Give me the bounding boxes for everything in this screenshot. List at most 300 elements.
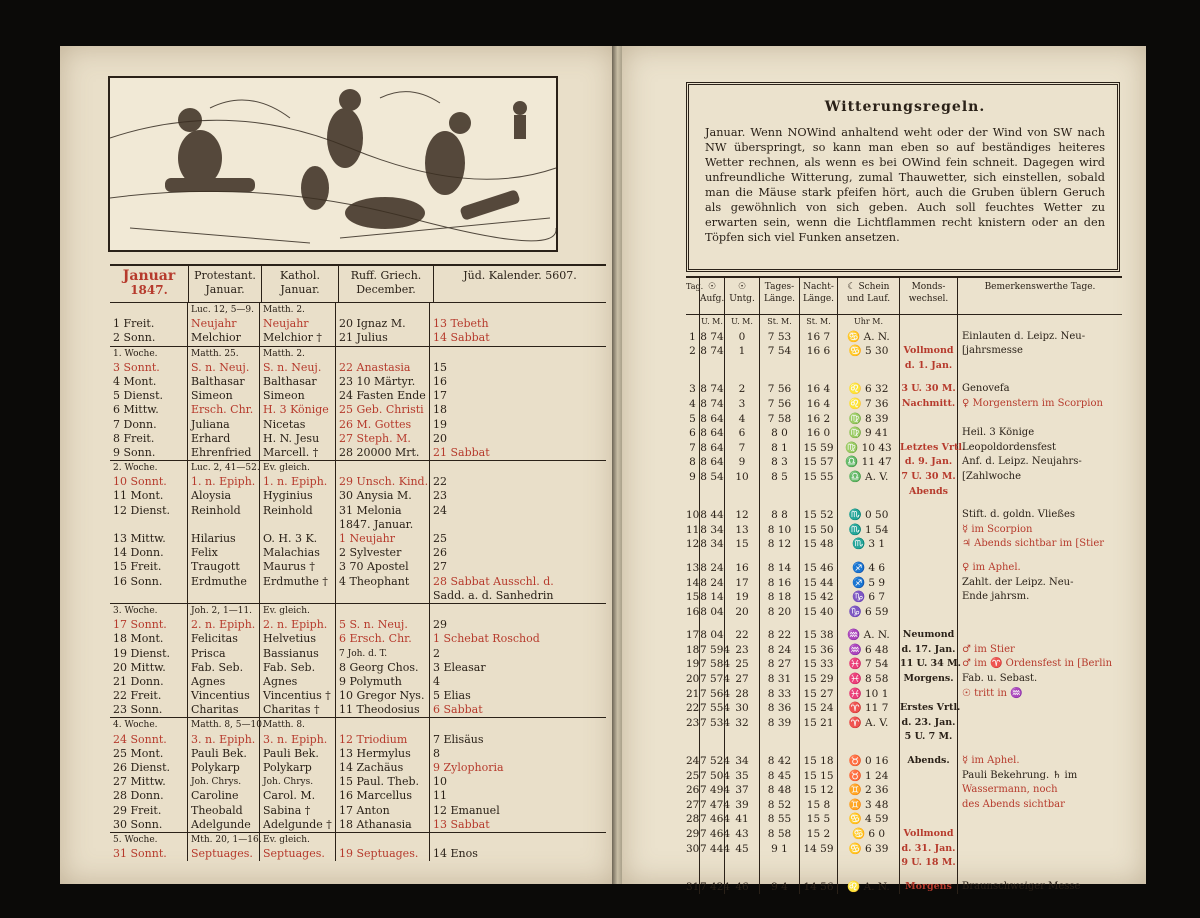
astronomy-row [686,523,1122,538]
astronomy-cell: ☿ im Aphel. [962,755,1020,767]
astronomy-cell: 20 [725,605,760,620]
astronomy-cell: 23 [686,716,700,729]
astronomy-cell: [jahrsmesse [962,345,1023,357]
astronomy-cell [725,359,760,374]
calendar-cell: 14 Donn. [110,546,188,560]
calendar-row [110,532,606,546]
astronomy-cell: 10 [686,509,700,522]
calendar-row [110,618,606,632]
astronomy-cell: 15 48 [800,537,838,552]
astronomy-cell: Heil. 3 Könige [962,427,1035,439]
calendar-cell: Hyginius [260,489,336,503]
calendar-cell: Reinhold [260,504,336,518]
calendar-cell: Sabina † [260,804,336,818]
astronomy-cell: 8 58 [760,827,800,842]
calendar-cell: 22 Freit. [110,689,188,703]
calendar-cell: 10 Sonnt. [110,475,188,489]
astronomy-cell: 16 7 [800,330,838,345]
gap-cell [725,619,760,628]
astronomy-cell: 7 56 [760,382,800,397]
calendar-cell: 18 [433,403,447,417]
astronomy-cell: 7 574 [700,673,731,686]
gap-cell [800,499,838,508]
astronomy-cell: ♑ 6 59 [838,605,900,620]
astronomy-cell: 8 14 [760,561,800,576]
calendar-cell: Marcell. † [260,446,336,460]
calendar-cell: 29 Unsch. Kind. [336,475,430,489]
astronomy-cell [958,812,1122,827]
astronomy-cell: Neumond [900,628,958,643]
astronomy-cell: ♂ im Stier [962,643,1015,655]
calendar-cell: 22 [433,475,447,489]
calendar-cell: 12 Triodium [336,733,430,747]
weather-rules-title: Witterungsregeln. [824,99,986,115]
gap-cell [700,871,725,880]
astronomy-cell: 8 27 [760,657,800,672]
astronomy-cell: 7 534 [700,716,731,729]
calendar-cell: Juliana [188,418,260,432]
calendar-cell: 1 Freit. [110,317,188,331]
astronomy-cell: 15 33 [800,657,838,672]
astronomy-row [686,827,1122,842]
astronomy-row [686,382,1122,397]
astronomy-cell: 13 [686,561,700,574]
astronomy-cell: ♋ 5 30 [838,344,900,359]
astronomy-cell: 30 [725,701,760,716]
astronomy-cell [900,687,958,702]
astronomy-row [686,359,1122,374]
calendar-cell: 21 Donn. [110,675,188,689]
astronomy-cell: Erstes Vrtl. [900,701,958,716]
calendar-cell: 29 [433,618,447,632]
astronomy-cell [760,730,800,745]
astronomy-row [686,441,1122,456]
calendar-row [110,847,606,861]
astronomy-cell: 7 U. 30 M. [900,470,958,485]
astronomy-cell: 4 [725,412,760,427]
astronomy-cell: 8 36 [760,701,800,716]
astronomy-cell [800,730,838,745]
calendar-cell: Ehrenfried [188,446,260,460]
calendar-cell: 2 Sylvester [336,546,430,560]
calendar-cell [336,833,430,847]
gap-cell [800,373,838,382]
astronomy-cell: 31 [686,880,700,893]
calendar-cell: 14 Enos [433,847,478,861]
calendar-cell: Matth. 25. [188,347,260,361]
astronomy-row [686,412,1122,427]
calendar-cell: 20 [433,431,447,445]
astronomy-cell [958,827,1122,842]
astronomy-cell: 32 [725,716,760,731]
astronomy-cell [958,716,1122,731]
astronomy-cell: 1 [686,330,700,345]
astronomy-row [686,485,1122,500]
astronomy-cell: 0 [725,330,760,345]
calendar-cell: 13 Tebeth [433,317,489,331]
astronomy-cell: 16 0 [800,426,838,441]
gap-cell [725,373,760,382]
calendar-cell [430,518,606,532]
calendar-cell: Ev. gleich. [260,833,336,847]
astronomy-cell: 8 18 [760,590,800,605]
gap-cell [700,373,725,382]
row-gap [686,871,1122,880]
astronomy-cell: ♌ 6 32 [838,382,900,397]
calendar-cell: H. 3 Könige [260,403,336,417]
calendar-cell: 10 Gregor Nys. [336,689,430,703]
calendar-cell: Neujahr [260,317,336,331]
astronomy-cell: 15 15 [800,769,838,784]
astronomy-row [686,561,1122,576]
astronomy-cell [700,359,725,374]
astronomy-cell: 8 74 [700,397,724,410]
calendar-cell: 1. n. Epiph. [260,475,336,489]
row-gap [686,619,1122,628]
astronomy-cell: Einlauten d. Leipz. Neu- [962,330,1086,342]
calendar-cell [336,461,430,475]
astronomy-cell: 7 56 [760,397,800,412]
calendar-cell: 4. Woche. [110,718,188,732]
calendar-cell [336,347,430,361]
gap-cell [958,552,1122,561]
calendar-cell: Charitas [188,703,260,717]
astronomy-cell: ♒ 6 48 [838,643,900,658]
calendar-cell: 6 Mittw. [110,403,188,417]
astronomy-cell: 8 64 [700,456,724,469]
astronomy-cell: ♍ 8 39 [838,412,900,427]
astronomy-cell: 21 [686,687,700,700]
astronomy-cell: 15 [686,591,700,604]
calendar-cell: Agnes [260,675,336,689]
astronomy-cell: ♎ A. V. [838,470,900,485]
astronomy-cell: 22 [725,628,760,643]
astronomy-cell [800,856,838,871]
calendar-rows-left [110,303,606,861]
astronomy-cell: 8 64 [700,427,724,440]
astronomy-cell: 15 38 [800,628,838,643]
astronomy-cell: 29 [686,828,700,840]
astronomy-row [686,508,1122,523]
calendar-cell [110,518,188,532]
calendar-cell: Joh. Chrys. [188,775,260,789]
gap-cell [686,745,700,754]
astronomy-cell: 8 31 [760,672,800,687]
calendar-cell: Nicetas [260,418,336,432]
astronomy-row [686,330,1122,345]
calendar-cell: 24 Fasten Ende [336,389,430,403]
astronomy-cell: 19 [725,590,760,605]
astronomy-cell: 15 50 [800,523,838,538]
astronomy-cell: 15 57 [800,455,838,470]
astronomy-cell: ♋ A. N. [838,330,900,345]
calendar-cell: Ersch. Chr. [188,403,260,417]
astronomy-cell: 11 [686,523,700,536]
astronomy-cell [760,856,800,871]
calendar-row [110,761,606,775]
astronomy-cell [958,628,1122,643]
astronomy-cell: 15 2 [800,827,838,842]
calendar-cell: Caroline [188,789,260,803]
calendar-row [110,818,606,832]
astronomy-cell: 7 524 [700,755,731,768]
astronomy-cell: ♀ im Aphel. [962,561,1021,573]
astronomy-cell: 3 U. 30 M. [900,382,958,397]
gap-cell [838,552,900,561]
calendar-cell: 15 Freit. [110,560,188,574]
calendar-cell: Melchior [188,331,260,345]
moon-header: ☾ Schein und Lauf. [838,278,900,314]
calendar-row [110,717,606,732]
astronomy-cell [800,485,838,500]
astronomy-cell: ♋ 4 59 [838,812,900,827]
astronomy-cell [900,783,958,798]
gap-cell [760,619,800,628]
astronomy-row [686,769,1122,784]
astronomy-cell: Morgens. [900,672,958,687]
astronomy-cell: ♑ 6 7 [838,590,900,605]
astronomy-cell: 15 55 [800,470,838,485]
calendar-cell: 1 Neujahr [336,532,430,546]
astronomy-cell: ♃ Abends sichtbar im [Stier [962,538,1105,550]
gap-cell [838,745,900,754]
astronomy-row [686,537,1122,552]
astronomy-cell: 14 56 [800,880,838,895]
astronomy-cell [900,426,958,441]
woodcut-illustration [108,76,558,252]
calendar-cell: Joh. 2, 1—11. [188,604,260,618]
astronomy-cell: ♈ A. V. [838,716,900,731]
calendar-cell: 9 Zylophoria [433,761,504,774]
astronomy-cell [900,523,958,538]
astronomy-cell [958,701,1122,716]
gap-cell [838,619,900,628]
calendar-cell: 6 Sabbat [433,703,483,717]
astronomy-cell: 8 39 [760,716,800,731]
astronomy-cell: 15 18 [800,754,838,769]
astronomy-cell: 27 [686,798,700,811]
units-cell: U. M. [725,315,760,330]
calendar-cell: 24 [433,503,447,517]
astronomy-cell: 15 29 [800,672,838,687]
calendar-cell: 18 Athanasia [336,818,430,832]
astronomy-cell: 37 [725,783,760,798]
astronomy-cell: 8 33 [760,687,800,702]
calendar-cell [336,604,430,618]
calendar-cell [430,604,606,618]
astronomy-cell [700,730,725,745]
astronomy-cell [700,856,725,871]
calendar-cell: 27 [433,560,447,574]
calendar-cell: 25 [433,532,447,545]
astronomy-row [686,426,1122,441]
calendar-cell: 13 Sabbat [433,817,490,831]
astronomy-cell: 5 [686,412,700,427]
astronomy-cell [838,730,900,745]
gap-cell [760,745,800,754]
calendar-row [110,560,606,574]
calendar-row [110,647,606,661]
calendar-cell: 23 Sonn. [110,703,188,717]
astronomy-row [686,605,1122,620]
astronomy-cell: ♊ 2 36 [838,783,900,798]
astronomy-row [686,576,1122,591]
astronomy-cell: ♀ Morgenstern im Scorpion [962,397,1103,409]
astronomy-cell: [Zahlwoche [962,470,1021,482]
calendar-cell: 26 Dienst. [110,761,188,775]
calendar-row [110,518,606,532]
calendar-cell: 9 Sonn. [110,446,188,460]
calendar-cell: Luc. 12, 5—9. [188,303,260,317]
astronomy-cell: 8 64 [700,441,724,454]
astronomy-cell [958,605,1122,620]
gap-cell [725,745,760,754]
astronomy-cell: 7 54 [760,344,800,359]
astronomy-row [686,783,1122,798]
astronomy-cell: 7 474 [700,798,731,811]
astronomy-cell: 14 59 [800,842,838,857]
astronomy-cell: Genovefa [962,383,1010,395]
calendar-cell: 15 [433,360,447,374]
astronomy-cell: 9 1 [760,842,800,857]
calendar-row [110,603,606,618]
calendar-cell: 1. Woche. [110,347,188,361]
astronomy-cell: 16 6 [800,344,838,359]
astronomy-cell: 8 42 [760,754,800,769]
astronomy-cell: ♋ 6 39 [838,842,900,857]
calendar-cell: Prisca [188,647,260,661]
astronomy-cell: d. 1. Jan. [900,359,958,374]
astronomy-cell: 7 584 [700,658,731,671]
astronomy-cell: 8 54 [700,470,724,483]
calendar-cell: Neujahr [188,317,260,331]
calendar-cell: Hilarius [188,532,260,546]
calendar-cell: Malachias [260,546,336,560]
astronomy-cell: Anf. d. Leipz. Neujahrs- [962,456,1082,468]
calendar-row [110,389,606,403]
calendar-cell: 21 Sabbat [433,445,490,459]
astronomy-cell: 9 [686,470,700,485]
calendar-cell [110,303,188,317]
gap-cell [760,552,800,561]
calendar-cell: Matth. 8, 5—10. [188,718,260,732]
astronomy-cell: 7 464 [700,813,731,826]
astronomy-cell: Braunschweiger Messe [962,880,1081,892]
calendar-row [110,432,606,446]
astronomy-cell: Zahlt. der Leipz. Neu- [962,576,1074,588]
astronomy-cell [958,730,1122,745]
jewish-calendar-header: Jüd. Kalender. 5607. [463,269,577,282]
gap-cell [800,871,838,880]
gap-cell [725,499,760,508]
units-cell [958,315,1122,330]
astronomy-cell [900,330,958,345]
calendar-cell: 11 Mont. [110,489,188,503]
calendar-cell: 5 S. n. Neuj. [336,618,430,632]
astronomy-cell: 25 [725,657,760,672]
calendar-row [110,832,606,847]
calendar-cell: Melchior † [260,331,336,345]
calendar-row [110,346,606,361]
calendar-cell [188,589,260,603]
astronomy-cell: ♈ 11 7 [838,701,900,716]
calendar-cell: 26 [433,546,447,560]
calendar-row [110,403,606,417]
astronomy-cell: 15 [725,537,760,552]
calendar-row [110,475,606,489]
calendar-header [110,264,606,303]
calendar-row [110,675,606,689]
astronomy-cell [760,485,800,500]
astronomy-cell: 15 44 [800,576,838,591]
gap-cell [686,871,700,880]
weather-rules-box [686,82,1120,272]
calendar-cell [260,518,336,532]
calendar-cell: Aloysia [188,489,260,503]
astronomy-cell: d. 9. Jan. [900,455,958,470]
calendar-cell [430,347,606,361]
gap-cell [900,373,958,382]
calendar-cell: 28 Sabbat Ausschl. d. [433,574,554,588]
calendar-cell: 4 Mont. [110,375,188,389]
gap-cell [800,552,838,561]
astronomy-cell: ♓ 10 1 [838,687,900,702]
calendar-cell: 15 Paul. Theb. [336,775,430,789]
astronomy-cell: ♌ A. N. [838,880,900,895]
calendar-cell: 12 Emanuel [433,803,500,817]
calendar-cell: Balthasar [260,375,336,389]
astronomy-cell: 8 10 [760,523,800,538]
calendar-cell: 3 70 Apostel [336,560,430,574]
calendar-cell [430,718,606,732]
calendar-cell: 10 [433,775,447,789]
astronomy-cell: ♍ 10 43 [838,441,900,456]
astronomy-cell [900,412,958,427]
astronomy-cell: 8 16 [760,576,800,591]
calendar-cell: 13 Hermylus [336,747,430,761]
astronomy-cell: Abends [900,485,958,500]
calendar-cell: Septuages. [188,847,260,861]
gap-cell [700,619,725,628]
calendar-row [110,775,606,789]
astronomy-cell: 7 554 [700,702,731,715]
astronomy-cell: 16 [725,561,760,576]
astronomy-cell: Fab. u. Sebast. [962,673,1038,685]
astronomy-row [686,842,1122,857]
astronomy-cell: 10 [725,470,760,485]
astronomy-cell: Vollmond [900,344,958,359]
katholic-header: Kathol. Januar. [262,266,339,302]
astronomy-cell: Leopoldordensfest [962,441,1057,453]
calendar-cell: 2. n. Epiph. [188,618,260,632]
astronomy-cell: 8 1 [760,441,800,456]
calendar-cell: Ev. gleich. [260,604,336,618]
calendar-cell: 14 Zachäus [336,761,430,775]
astronomy-cell: 8 24 [760,643,800,658]
calendar-cell: 1. n. Epiph. [188,475,260,489]
calendar-cell [430,461,606,475]
astronomy-cell: 43 [725,827,760,842]
astronomy-cell: ♎ 11 47 [838,455,900,470]
astronomy-rows [686,315,1122,894]
astronomy-cell: 2 [725,382,760,397]
gap-cell [686,373,700,382]
calendar-cell: Simeon [188,389,260,403]
astronomy-cell: 8 48 [760,783,800,798]
calendar-cell [260,589,336,603]
calendar-cell: 22 Anastasia [336,361,430,375]
astronomy-cell: 15 46 [800,561,838,576]
